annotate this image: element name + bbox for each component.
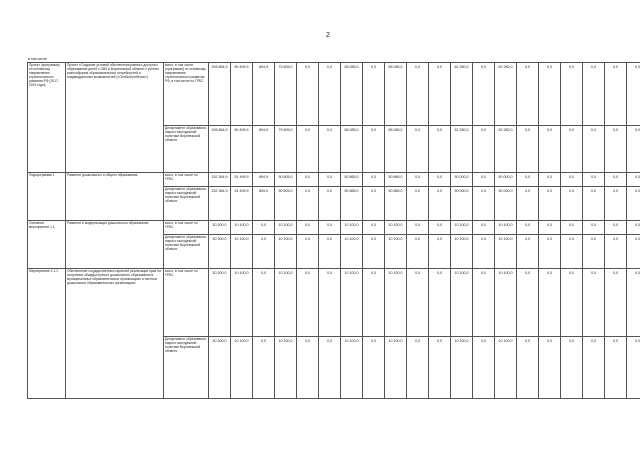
value-cell: 0,0 [517,337,539,399]
value-cell: 0,0 [583,221,605,235]
value-cell: 0,0 [583,173,605,187]
value-cell: 205 864,9 [209,63,231,126]
value-cell: 30 300,0 [209,269,231,337]
funding-source-cell: Департамент образования, науки и молодежной политики Воронежской области [164,126,209,173]
value-cell: 0,0 [583,63,605,126]
value-cell: 0,0 [297,126,319,173]
page-number: 2 [326,32,330,39]
value-cell: 50 865,0 [385,187,407,221]
value-cell: 10 100,0 [231,235,253,269]
value-cell: 0,0 [429,269,451,337]
value-cell: 0,0 [253,337,275,399]
value-cell: 0,0 [319,126,341,173]
value-cell: 79 605,0 [275,63,297,126]
value-cell: 152 364,9 [209,173,231,187]
program-name-cell: Обеспечение государственных гарантий реализации прав на получение общедоступного дошкольного образования в муниципальных образовательных организациях и частных дошкольных образовательных организациях [66,269,164,399]
value-cell: 0,0 [583,269,605,337]
value-cell: 0,0 [583,126,605,173]
level-cell: Подпрограмма 1 [28,173,66,221]
value-cell: 0,0 [319,173,341,187]
value-cell: 0,0 [363,235,385,269]
program-name-cell: Развитие дошкольного и общего образования [66,173,164,221]
value-cell: 0,0 [561,187,583,221]
value-cell: 0,0 [561,221,583,235]
value-cell: 0,0 [539,63,561,126]
value-cell: 0,0 [297,269,319,337]
value-cell: 0,0 [605,63,627,126]
value-cell: 0,0 [363,126,385,173]
value-cell: 62 280,0 [451,63,473,126]
value-cell: 10 100,0 [495,269,517,337]
value-cell: 0,0 [319,187,341,221]
value-cell: 894,9 [253,126,275,173]
value-cell: 0,0 [407,221,429,235]
value-cell: 0,0 [517,173,539,187]
value-cell: 65 085,0 [341,63,363,126]
value-cell: 0,0 [539,187,561,221]
value-cell: 0,0 [297,235,319,269]
value-cell: 0,0 [473,126,495,173]
value-cell: 50 865,0 [341,187,363,221]
value-cell: 0,0 [297,173,319,187]
value-cell: 62 280,0 [451,126,473,173]
value-cell: 50 000,0 [495,187,517,221]
value-cell: 10 100,0 [385,221,407,235]
funding-source-cell: Департамент образования, науки и молодежной политики Воронежской области [164,337,209,399]
value-cell: 10 100,0 [341,221,363,235]
value-cell: 79 605,0 [275,126,297,173]
value-cell: 0,0 [627,173,640,187]
value-cell: 0,0 [605,337,627,399]
value-cell: 0,0 [627,235,640,269]
value-cell: 0,0 [627,269,640,337]
value-cell: 0,0 [561,63,583,126]
value-cell: 0,0 [605,221,627,235]
table-row [28,221,640,235]
program-name-cell: Развитие и модернизация дошкольного образования [66,221,164,269]
value-cell: 894,9 [253,63,275,126]
value-cell: 0,0 [473,187,495,221]
value-cell: 0,0 [627,221,640,235]
funding-source-cell: всего, в том числе по ГРБС [164,173,209,187]
value-cell: 0,0 [561,126,583,173]
value-cell: 0,0 [429,173,451,187]
value-cell: 62 280,0 [495,126,517,173]
value-cell: 0,0 [627,187,640,221]
value-cell: 0,0 [517,126,539,173]
value-cell: 10 100,0 [385,235,407,269]
table-note: в том числе [28,57,47,61]
value-cell: 0,0 [605,187,627,221]
value-cell: 152 364,9 [209,187,231,221]
value-cell: 10 100,0 [451,337,473,399]
value-cell: 0,0 [319,63,341,126]
value-cell: 80 499,9 [231,63,253,126]
value-cell: 10 100,0 [341,269,363,337]
value-cell: 0,0 [297,337,319,399]
funding-source-cell: всего, в том числе (программа) по основному направлению стратегического развития РФ, в том числе по ГРБС [164,63,209,126]
value-cell: 10 100,0 [451,269,473,337]
value-cell: 0,0 [407,126,429,173]
value-cell: 0,0 [473,235,495,269]
value-cell: 10 100,0 [451,221,473,235]
value-cell: 0,0 [627,126,640,173]
value-cell: 0,0 [627,63,640,126]
value-cell: 0,0 [407,269,429,337]
value-cell: 0,0 [517,235,539,269]
value-cell: 10 100,0 [495,337,517,399]
value-cell: 10 100,0 [385,337,407,399]
value-cell: 10 100,0 [231,221,253,235]
value-cell: 0,0 [517,63,539,126]
value-cell: 205 864,9 [209,126,231,173]
value-cell: 10 100,0 [275,221,297,235]
value-cell: 50 605,0 [275,187,297,221]
value-cell: 0,0 [539,173,561,187]
value-cell: 65 085,0 [385,126,407,173]
value-cell: 62 280,0 [495,63,517,126]
value-cell: 0,0 [539,221,561,235]
value-cell: 0,0 [363,221,385,235]
value-cell: 0,0 [473,269,495,337]
value-cell: 0,0 [429,126,451,173]
value-cell: 10 100,0 [275,337,297,399]
value-cell: 0,0 [297,221,319,235]
value-cell: 10 100,0 [275,269,297,337]
value-cell: 0,0 [407,63,429,126]
program-name-cell: Проект «Создание условий обеспечения равного доступа к образованию детей с ОВЗ в Воронежской области с учетом разнообразия образовательных потребностей и индивидуальных возможностей («Особый ребенок») [66,63,164,173]
value-cell: 50 000,0 [451,173,473,187]
value-cell: 0,0 [363,337,385,399]
level-cell: Мероприятие 1.1.1 [28,269,66,399]
funding-source-cell: всего, в том числе по ГРБС [164,221,209,235]
value-cell: 894,9 [253,187,275,221]
value-cell: 0,0 [319,337,341,399]
value-cell: 0,0 [473,173,495,187]
value-cell: 0,0 [539,126,561,173]
value-cell: 0,0 [517,187,539,221]
value-cell: 0,0 [407,235,429,269]
value-cell: 65 085,0 [385,63,407,126]
value-cell: 0,0 [473,63,495,126]
value-cell: 0,0 [561,173,583,187]
value-cell: 0,0 [253,269,275,337]
value-cell: 0,0 [539,235,561,269]
value-cell: 0,0 [517,269,539,337]
value-cell: 0,0 [429,337,451,399]
value-cell: 0,0 [473,337,495,399]
value-cell: 10 100,0 [385,269,407,337]
value-cell: 0,0 [605,173,627,187]
value-cell: 0,0 [473,221,495,235]
value-cell: 0,0 [517,221,539,235]
value-cell: 894,9 [253,173,275,187]
funding-source-cell: всего, в том числе по ГРБС [164,269,209,337]
value-cell: 51 499,9 [231,173,253,187]
value-cell: 0,0 [407,173,429,187]
value-cell: 0,0 [627,337,640,399]
value-cell: 0,0 [363,269,385,337]
value-cell: 0,0 [363,173,385,187]
value-cell: 0,0 [539,337,561,399]
value-cell: 0,0 [561,337,583,399]
value-cell: 0,0 [583,235,605,269]
value-cell: 0,0 [363,187,385,221]
value-cell: 10 100,0 [341,337,363,399]
value-cell: 0,0 [583,337,605,399]
value-cell: 50 865,0 [341,173,363,187]
value-cell: 0,0 [253,221,275,235]
value-cell: 0,0 [429,221,451,235]
value-cell: 10 100,0 [495,221,517,235]
value-cell: 65 085,0 [341,126,363,173]
value-cell: 0,0 [297,187,319,221]
value-cell: 50 000,0 [495,173,517,187]
value-cell: 50 000,0 [451,187,473,221]
value-cell: 30 300,0 [209,337,231,399]
value-cell: 10 100,0 [275,235,297,269]
funding-source-cell: Департамент образования, науки и молодежной политики Воронежской области [164,187,209,221]
value-cell: 0,0 [539,269,561,337]
value-cell: 10 100,0 [231,269,253,337]
value-cell: 0,0 [605,126,627,173]
level-cell: Основное мероприятие 1.1 [28,221,66,269]
value-cell: 10 100,0 [231,337,253,399]
table-row [28,269,640,337]
value-cell: 0,0 [319,221,341,235]
value-cell: 50 605,0 [275,173,297,187]
value-cell: 0,0 [407,187,429,221]
funding-source-cell: Департамент образования, науки и молодежной политики Воронежской области [164,235,209,269]
value-cell: 51 499,9 [231,187,253,221]
value-cell: 0,0 [319,269,341,337]
value-cell: 0,0 [583,187,605,221]
value-cell: 10 100,0 [451,235,473,269]
value-cell: 0,0 [363,63,385,126]
value-cell: 0,0 [429,235,451,269]
value-cell: 0,0 [319,235,341,269]
table-row [28,173,640,187]
value-cell: 0,0 [605,269,627,337]
value-cell: 0,0 [429,63,451,126]
value-cell: 0,0 [561,235,583,269]
value-cell: 10 100,0 [341,235,363,269]
value-cell: 0,0 [429,187,451,221]
value-cell: 0,0 [407,337,429,399]
value-cell: 30 300,0 [209,235,231,269]
value-cell: 0,0 [253,235,275,269]
value-cell: 0,0 [297,63,319,126]
value-cell: 0,0 [605,235,627,269]
table-row [28,63,640,126]
value-cell: 30 300,0 [209,221,231,235]
budget-table [27,62,640,399]
value-cell: 80 499,9 [231,126,253,173]
value-cell: 10 100,0 [495,235,517,269]
level-cell: Проект (программа) по основному направлению стратегического развития РФ (2017-2019 годы) [28,63,66,173]
value-cell: 50 865,0 [385,173,407,187]
value-cell: 0,0 [561,269,583,337]
